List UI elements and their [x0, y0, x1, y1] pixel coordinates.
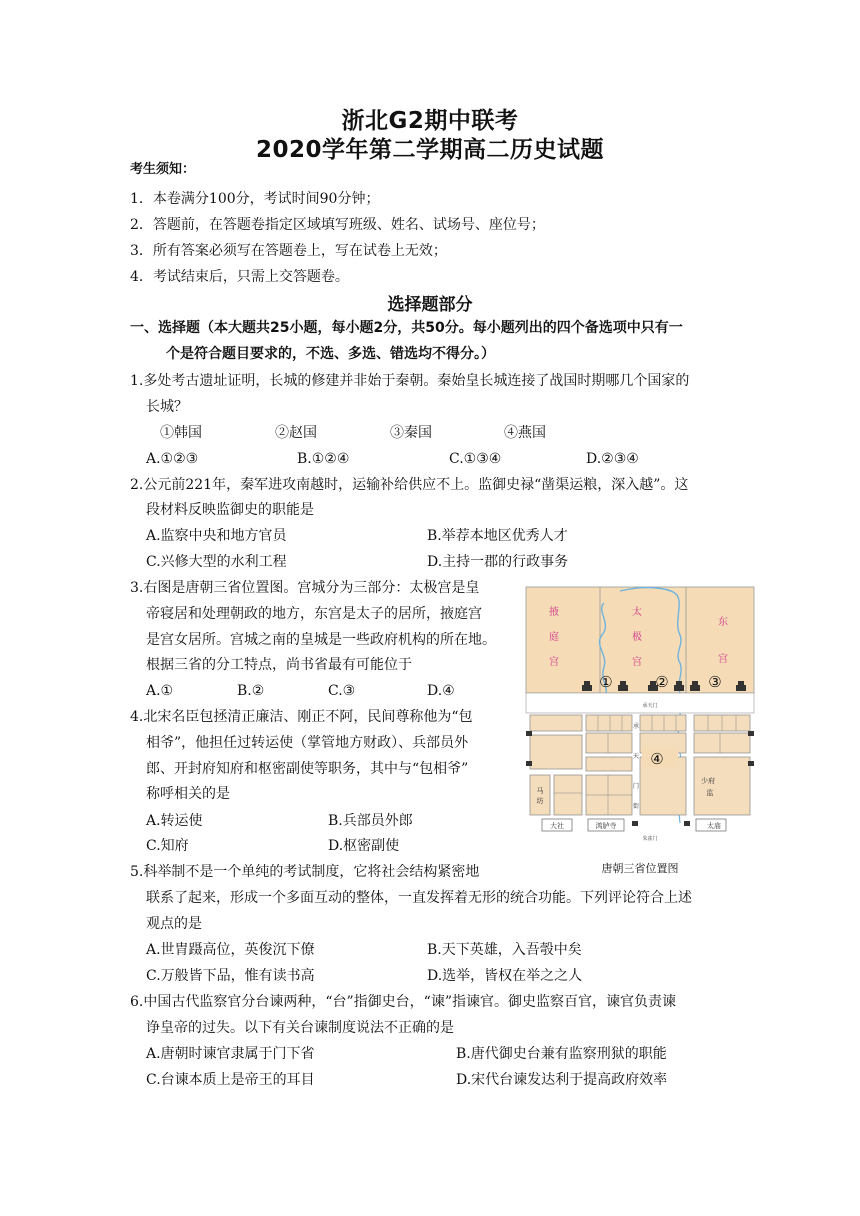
- figure-caption: 唐朝三省位置图: [601, 862, 679, 875]
- section-title: 选择题部分: [387, 295, 473, 315]
- q2-option-a: A.监察中央和地方官员: [146, 528, 287, 544]
- q6-stem-2: 诤皇帝的过失。以下有关台谏制度说法不正确的是: [146, 1020, 454, 1036]
- q5-option-b: B.天下英雄，入吾彀中矣: [427, 942, 582, 958]
- q2-stem-2: 段材料反映监御史的职能是: [146, 502, 314, 518]
- q4-option-b: B.兵部员外郎: [328, 813, 413, 829]
- q1-option-b: B.①②④: [297, 451, 350, 467]
- section-instruction-1: 一、选择题（本大题共25小题，每小题2分，共50分。每小题列出的四个备选项中只有一: [130, 320, 683, 336]
- notice-item-1: 1．本卷满分100分，考试时间90分钟；: [130, 191, 380, 207]
- honglusi-label: 鸿胪寺: [595, 822, 617, 830]
- q4-option-c: C.知府: [146, 838, 189, 854]
- q4-stem-3: 郎、开封府知府和枢密副使等职务，其中与“包相爷”: [146, 761, 469, 777]
- street-label: 门: [632, 783, 640, 790]
- notice-item-4: 4．考试结束后，只需上交答题卷。: [130, 269, 349, 285]
- q3-stem-3: 是宫女居所。宫城之南的皇城是一些政府机构的所在地。: [146, 632, 496, 648]
- imperial-city-blocks: [530, 715, 750, 815]
- q6-stem-1: 6.中国古代监察官分台谏两种，“台”指御史台，“谏”指谏官。御史监察百官，谏官负责谏: [130, 994, 676, 1010]
- q3-option-c: C.③: [328, 683, 356, 699]
- q2-option-c: C.兴修大型的水利工程: [146, 554, 287, 570]
- q5-stem-3: 观点的是: [146, 916, 202, 932]
- q5-option-a: A.世胄蹑高位，英俊沉下僚: [146, 942, 315, 958]
- mafang-label: 坊: [536, 797, 544, 805]
- marker-2: ②: [655, 673, 669, 691]
- q5-stem-2: 联系了起来，形成一个多面互动的整体，一直发挥着无形的统合功能。下列评论符合上述: [146, 890, 692, 906]
- notice-item-2: 2．答题前，在答题卷指定区域填写班级、姓名、试场号、座位号；: [130, 217, 545, 233]
- mafang-label: 马: [536, 787, 544, 795]
- marker-1: ①: [599, 673, 613, 691]
- palace-label: 太: [632, 607, 642, 618]
- palace-label: 极: [632, 632, 642, 643]
- notice-heading: 考生须知：: [130, 162, 196, 177]
- palace-label: 宫: [718, 654, 728, 665]
- q5-stem-1: 5.科举制不是一个单纯的考试制度，它将社会结构紧密地: [130, 864, 480, 880]
- taimiao-label: 太庙: [707, 822, 721, 830]
- palace-label: 宫: [549, 657, 559, 668]
- marker-3: ③: [708, 673, 722, 691]
- gate-label-bottom: 朱雀门: [642, 836, 658, 842]
- notice-item-3: 3．所有答案必须写在答题卷上，写在试卷上无效；: [130, 243, 447, 259]
- q1-option-d: D.②③④: [586, 451, 639, 467]
- q1-item-2: ②赵国: [275, 425, 317, 441]
- q5-option-c: C.万般皆下品，惟有读书高: [146, 968, 315, 984]
- q3-stem-1: 3.右图是唐朝三省位置图。宫城分为三部分：太极宫是皇: [130, 580, 480, 596]
- gate-label-top: 承天门: [642, 703, 658, 709]
- q1-option-c: C.①③④: [449, 451, 502, 467]
- palace-label: 庭: [549, 632, 559, 643]
- q1-stem-1: 1.多处考古遗址证明，长城的修建并非始于秦朝。秦始皇长城连接了战国时期哪几个国家的: [130, 373, 690, 389]
- exam-title-line1: 浙北G2期中联考: [341, 108, 519, 134]
- palace-label: 掖: [549, 607, 559, 618]
- dashe-label: 大社: [550, 822, 564, 830]
- q4-stem-4: 称呼相关的是: [146, 786, 230, 802]
- street-label: 承: [632, 723, 640, 730]
- q5-option-d: D.选举，皆权在举之之人: [427, 968, 583, 984]
- q1-stem-2: 长城？: [146, 399, 188, 415]
- marker-4: ④: [650, 750, 664, 768]
- q4-stem-1: 4.北宋名臣包拯清正廉洁、刚正不阿，民间尊称他为“包: [130, 709, 473, 725]
- section-instruction-2: 个是符合题目要求的，不选、多选、错选均不得分。）: [166, 346, 495, 362]
- q2-option-b: B.举荐本地区优秀人才: [427, 528, 568, 544]
- street-label: 天: [632, 753, 640, 760]
- q6-option-c: C.台谏本质上是帝王的耳目: [146, 1072, 315, 1088]
- palace-label: 宫: [632, 657, 642, 668]
- q6-option-d: D.宋代台谏发达利于提高政府效率: [456, 1072, 668, 1088]
- shaofujian-label: 监: [706, 789, 714, 797]
- q1-item-4: ④燕国: [504, 425, 546, 441]
- shaofujian-label: 少府: [701, 777, 715, 785]
- q1-item-1: ①韩国: [160, 425, 202, 441]
- q2-option-d: D.主持一郡的行政事务: [427, 554, 569, 570]
- q3-option-a: A.①: [146, 683, 174, 699]
- q3-option-b: B.②: [237, 683, 265, 699]
- palace-label: 东: [718, 617, 728, 628]
- q4-option-d: D.枢密副使: [328, 838, 400, 854]
- q4-option-a: A.转运使: [146, 813, 203, 829]
- street-label: 街: [632, 803, 640, 810]
- q3-stem-2: 帝寝居和处理朝政的地方，东宫是太子的居所，掖庭宫: [146, 606, 482, 622]
- q3-option-d: D.④: [427, 683, 455, 699]
- q4-stem-2: 相爷”，他担任过转运使（掌管地方财政）、兵部员外: [146, 735, 469, 751]
- q2-stem-1: 2.公元前221年，秦军进攻南越时，运输补给供应不上。监御史禄“凿渠运粮，深入越”。这: [130, 477, 689, 493]
- tang-palace-map: [524, 583, 756, 843]
- q1-option-a: A.①②③: [146, 451, 199, 467]
- q3-stem-4: 根据三省的分工特点，尚书省最有可能位于: [146, 657, 412, 673]
- q1-item-3: ③秦国: [390, 425, 432, 441]
- q6-option-b: B.唐代御史台兼有监察刑狱的职能: [456, 1046, 667, 1062]
- q6-option-a: A.唐朝时谏官隶属于门下省: [146, 1046, 315, 1062]
- exam-title-line2: 2020学年第二学期高二历史试题: [255, 137, 604, 163]
